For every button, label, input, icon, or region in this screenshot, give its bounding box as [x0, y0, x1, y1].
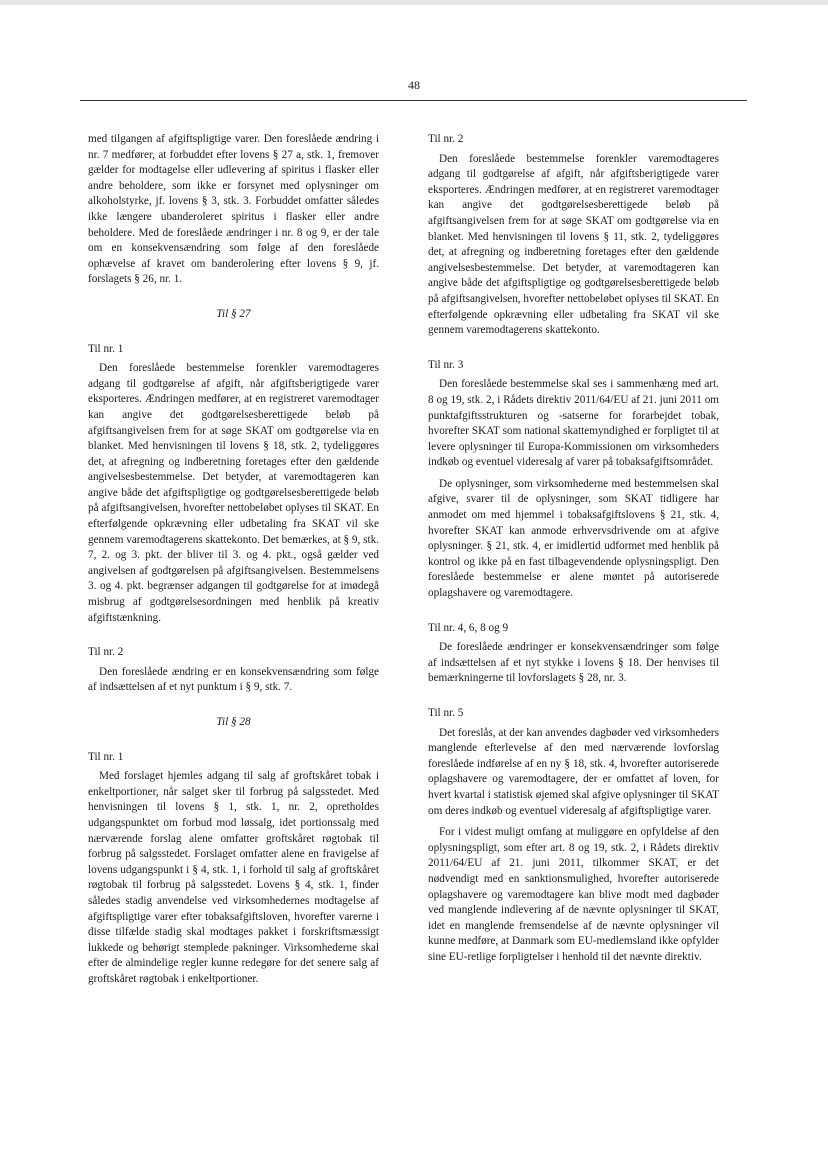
right-nr3-text-1: Den foreslåede bestemmelse skal ses i sammenhæng med art. 8 og 19, stk. 2, i Rådets direktiv 2011/64/EU af 21. juni 2011 om punktafgiftsstrukturen og -satserne for forarbejdet tobak, hvorefter SKAT som national skattemyndighed er forpligtet til at levere oplysninger til Europa-Kommissionen om virksomheders indkøb og eventuel videresalg af varer på tobaksafgiftsområdet. [428, 378, 719, 469]
right-nr2 [428, 132, 719, 339]
section-27-nr1-heading: Til nr. 1 [88, 342, 124, 355]
right-nr4 [428, 621, 719, 687]
section-27-nr1 [88, 342, 379, 627]
right-nr3-text-2: De oplysninger, som virksomhederne med bestemmelsen skal afgive, svarer til de oplysninger, som SKAT tidligere har anmodet om med hjemmel i tobaksafgiftslovens § 21, stk. 4, hvorefter SKAT kan anmode erhvervsdrivende om at afgive oplysninger. § 21, stk. 4, er imidlertid udformet med henblik på kontrol og ikke på en fast tilbagevendende oplysningspligt. Den foreslåede bestemmelse er alene møntet på autoriserede oplagshavere og varemodtagere. [428, 477, 719, 600]
page-top-edge [0, 0, 828, 5]
left-column [88, 132, 379, 1007]
page-number: 48 [408, 78, 420, 92]
section-27-nr2 [88, 645, 379, 696]
intro-paragraph: med tilgangen af afgiftspligtige varer. Den foreslåede ændring i nr. 7 medfører, at forbuddet efter lovens § 27 a, stk. 1, fremover gælder for modtagelse eller udlevering af spiritus i flasker eller andre beholdere, som ikke er forsynet med oplysninger om alkoholstyrke, jf. lovens § 3, stk. 3. Forbuddet omfatter således ikke længere ubanderoleret spiritus i flasker eller andre beholdere. Med de foreslåede ændringer i nr. 8 og 9, er der tale om en konsekvensændring som følge af den foreslåede ophævelse af kravet om banderolering efter lovens § 9, jf. forslagets § 26, nr. 1. [88, 133, 379, 286]
right-nr4-text: De foreslåede ændringer er konsekvensændringer som følge af indsættelsen af et nyt stykke i lovens § 18. Der henvises til bemærkningerne til lovforslagets § 28, nr. 3. [428, 641, 719, 685]
section-28-nr1-text: Med forslaget hjemles adgang til salg af groftskåret tobak i enkeltportioner, når salget sker til forbrug på salgsstedet. Med henvisningen til lovens § 1, stk. 1, nr. 2, opretholdes udgangspunktet om forbud mod løssalg, idet portionssalg med nærværende forslag alene omfatter groftskåret røgtobak til forbrug på salgsstedet. Forslaget omfatter alene en fravigelse af lovens udgangspunkt i § 4, stk. 1, i forhold til salg af groftskåret røgtobak til forbrug på salgsstedet. Lovens § 4, stk. 1, finder således stadig anvendelse ved virksomhedernes modtagelse af afgiftspligtige varer efter tobaksafgiftsloven, hvorefter varerne i disse tilfælde stadig skal modtages pakket i forskriftsmæssigt lukkede og behørigt stemplede pakninger. Virksomhederne skal efter de almindelige regler kunne redegøre for det senere salg af groftskåret røgtobak i enkeltportioner. [88, 770, 379, 985]
right-nr5-heading: Til nr. 5 [428, 707, 464, 719]
right-nr2-text: Den foreslåede bestemmelse forenkler varemodtageres adgang til godtgørelse af afgift, når afgiftsberigtigede varer eksporteres. Ændringen medfører, at en registreret varemodtager kan angive det godtgørelsesberettigede beløb på afgiftsangivelsen frem for at søge SKAT om godtgørelse via en blanket. Med henvisningen til lovens § 11, stk. 2, tydeliggøres det, at afregning og indberetning foretages efter den gældende angivelsesbestemmelse. Det betyder, at varemodtageren kan angive både det afgiftspligtige og godtgørelsesberettigede beløb på afgiftsangivelsen, hvorefter nettobeløbet oplyses til SKAT. En efterfølgende opkrævning eller udbetaling fra SKAT vil ske gennem varemodtagerens skattekonto. [428, 152, 719, 337]
intro-block [88, 132, 379, 288]
right-nr3 [428, 358, 719, 602]
right-nr5-text-1: Det foreslås, at der kan anvendes dagbøder ved virksomheders manglende efterlevelse af den med nærværende lovforslag foreslåede indførelse af en ny § 18, stk. 4, hvorefter autoriserede oplagshavere og varemodtagere, der er omfattet af loven, for hvert kvartal i statistisk øjemed skal afgive oplysninger til SKAT om deres indkøb og eventuel videresalg af afgiftspligtige varer. [428, 726, 719, 817]
section-27-title-block [88, 307, 379, 323]
section-27-nr2-heading: Til nr. 2 [88, 646, 124, 659]
right-nr5-text-2: For i videst muligt omfang at muliggøre en opfyldelse af den oplysningspligt, som efter art. 8 og 19, stk. 2, i Rådets direktiv 2011/64/EU af 21. juni 2011, tilkommer SKAT, er det nødvendigt med en sanktionsmulighed, hvorefter autoriserede oplagshavere og varemodtagere kan blive modt med dagbøder ved manglende indlevering af de nævnte oplysninger til SKAT, idet en manglende fremsendelse af de nævnte oplysninger vil kunne medføre, at Danmark som EU-medlemsland ikke opfylder sine EU-retlige forpligtelser i henhold til det nævnte direktiv. [428, 826, 719, 963]
right-column [428, 132, 719, 985]
right-nr4-heading: Til nr. 4, 6, 8 og 9 [428, 621, 509, 634]
section-28-title-block [88, 715, 379, 731]
section-27-nr2-text: Den foreslåede ændring er en konsekvensændring som følge af indsættelsen af et nyt punktum i § 9, stk. 7. [88, 665, 379, 694]
right-nr5 [428, 706, 719, 966]
right-nr3-heading: Til nr. 3 [428, 358, 464, 371]
section-28-title: Til § 28 [216, 716, 251, 728]
right-nr2-heading: Til nr. 2 [428, 133, 464, 145]
header-rule [80, 100, 747, 101]
section-27-title: Til § 27 [216, 307, 251, 320]
section-28-nr1 [88, 750, 379, 988]
section-27-nr1-text: Den foreslåede bestemmelse forenkler varemodtageres adgang til godtgørelse af afgift, når afgiftsberigtigede varer eksporteres. Ændringen medfører, at en registreret varemodtager kan angive det godtgørelsesberettigede beløb på afgiftsangivelsen frem for at søge SKAT om godtgørelse via en blanket. Med henvisningen til lovens § 18, stk. 2, tydeliggøres det, at afregning og indberetning foretages efter den gældende angivelsesbestemmelse. Det betyder, at varemodtageren kan angive både det afgiftspligtige og godtgørelsesberettigede beløb på afgiftsangivelsen, hvorefter nettobeløbet oplyses til SKAT. En efterfølgende opkrævning eller udbetaling fra SKAT vil ske gennem varemodtagerens skattekonto. Det bemærkes, at § 9, stk. 7, 2. og 3. pkt. der bliver til 3. og 4. pkt., også gælder ved angivelsen af godtgørelsen på afgiftsangivelsen. Bestemmelsens 3. og 4. pkt. begrænser adgangen til godtgørelse for at imødegå misbrug af godtgørelsesordningen med henblik på kreativ afgiftstænkning. [88, 362, 379, 624]
section-28-nr1-heading: Til nr. 1 [88, 750, 124, 763]
